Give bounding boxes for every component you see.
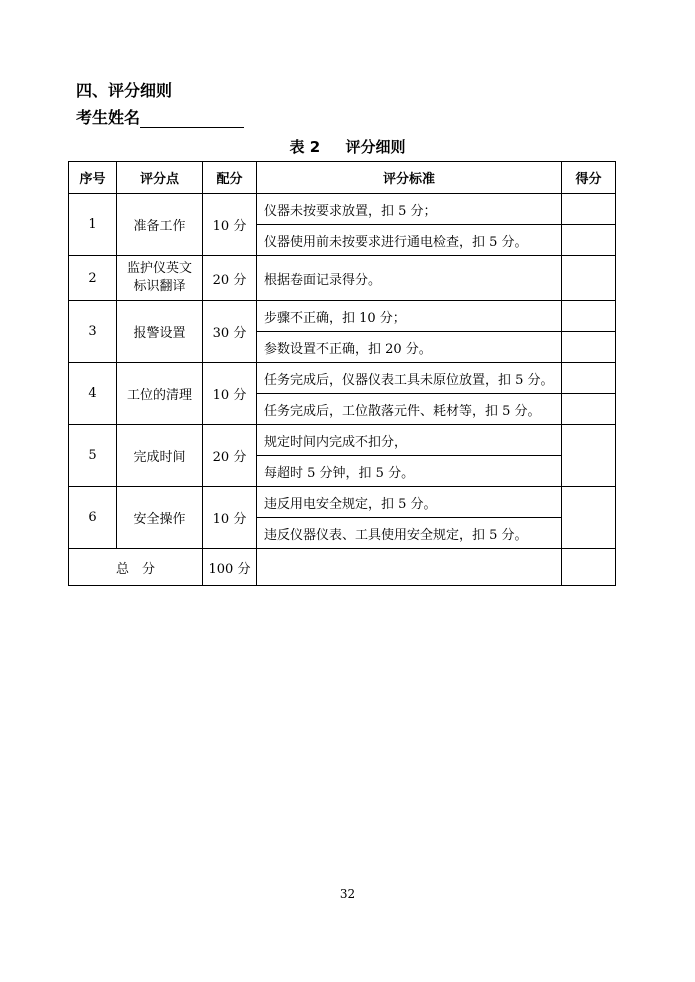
row-score: 10 分 (203, 487, 257, 549)
table-row (69, 425, 616, 456)
table-caption (0, 136, 695, 157)
result-cell[interactable] (562, 225, 616, 256)
table-row (69, 363, 616, 394)
result-cell[interactable] (562, 301, 616, 332)
total-label: 总 分 (69, 549, 203, 586)
table-row (69, 487, 616, 518)
row-score: 20 分 (203, 256, 257, 301)
table-header-row (69, 162, 616, 194)
total-result-cell[interactable] (562, 549, 616, 586)
row-score: 10 分 (203, 363, 257, 425)
header-no: 序号 (69, 162, 117, 194)
result-cell[interactable] (562, 425, 616, 487)
row-score: 20 分 (203, 425, 257, 487)
page-number: 32 (339, 887, 356, 901)
row-criteria: 仪器未按要求放置，扣 5 分； (257, 194, 562, 225)
row-criteria: 规定时间内完成不扣分， (257, 425, 562, 456)
result-cell[interactable] (562, 394, 616, 425)
result-cell[interactable] (562, 332, 616, 363)
row-point: 安全操作 (117, 487, 203, 549)
total-score: 100 分 (203, 549, 257, 586)
row-criteria: 违反仪器仪表、工具使用安全规定，扣 5 分。 (257, 518, 562, 549)
header-result: 得分 (562, 162, 616, 194)
row-point (117, 256, 203, 301)
header-point: 评分点 (117, 162, 203, 194)
result-cell[interactable] (562, 194, 616, 225)
row-criteria: 违反用电安全规定，扣 5 分。 (257, 487, 562, 518)
row-criteria: 仪器使用前未按要求进行通电检查，扣 5 分。 (257, 225, 562, 256)
row-no: 1 (69, 194, 117, 256)
row-no: 6 (69, 487, 117, 549)
row-criteria: 步骤不正确，扣 10 分； (257, 301, 562, 332)
result-cell[interactable] (562, 256, 616, 301)
table-row (69, 301, 616, 332)
table-row (69, 256, 616, 301)
row-no: 2 (69, 256, 117, 301)
table-caption-title: 评分细则 (345, 138, 406, 156)
row-point-line: 监护仪英文 (126, 261, 192, 276)
row-score: 10 分 (203, 194, 257, 256)
result-cell[interactable] (562, 487, 616, 549)
row-criteria: 根据卷面记录得分。 (257, 256, 562, 301)
result-cell[interactable] (562, 363, 616, 394)
table-row (69, 194, 616, 225)
table-caption-label: 表 2 (289, 138, 321, 156)
row-no: 5 (69, 425, 117, 487)
row-point: 工位的清理 (117, 363, 203, 425)
header-criteria: 评分标准 (257, 162, 562, 194)
row-point-line: 标识翻译 (133, 279, 186, 294)
row-criteria: 每超时 5 分钟，扣 5 分。 (257, 456, 562, 487)
header-score: 配分 (203, 162, 257, 194)
row-criteria: 任务完成后，工位散落元件、耗材等，扣 5 分。 (257, 394, 562, 425)
row-point: 报警设置 (117, 301, 203, 363)
row-point: 准备工作 (117, 194, 203, 256)
scoring-table (68, 161, 616, 586)
row-criteria: 参数设置不正确，扣 20 分。 (257, 332, 562, 363)
total-row (69, 549, 616, 586)
row-no: 3 (69, 301, 117, 363)
candidate-name-line (76, 108, 244, 128)
row-no: 4 (69, 363, 117, 425)
section-title: 四、评分细则 (76, 81, 173, 100)
total-criteria-cell (257, 549, 562, 586)
candidate-name-blank[interactable] (140, 110, 244, 128)
row-criteria: 任务完成后，仪器仪表工具未原位放置，扣 5 分。 (257, 363, 562, 394)
row-point: 完成时间 (117, 425, 203, 487)
row-score: 30 分 (203, 301, 257, 363)
candidate-name-label: 考生姓名 (76, 108, 141, 127)
